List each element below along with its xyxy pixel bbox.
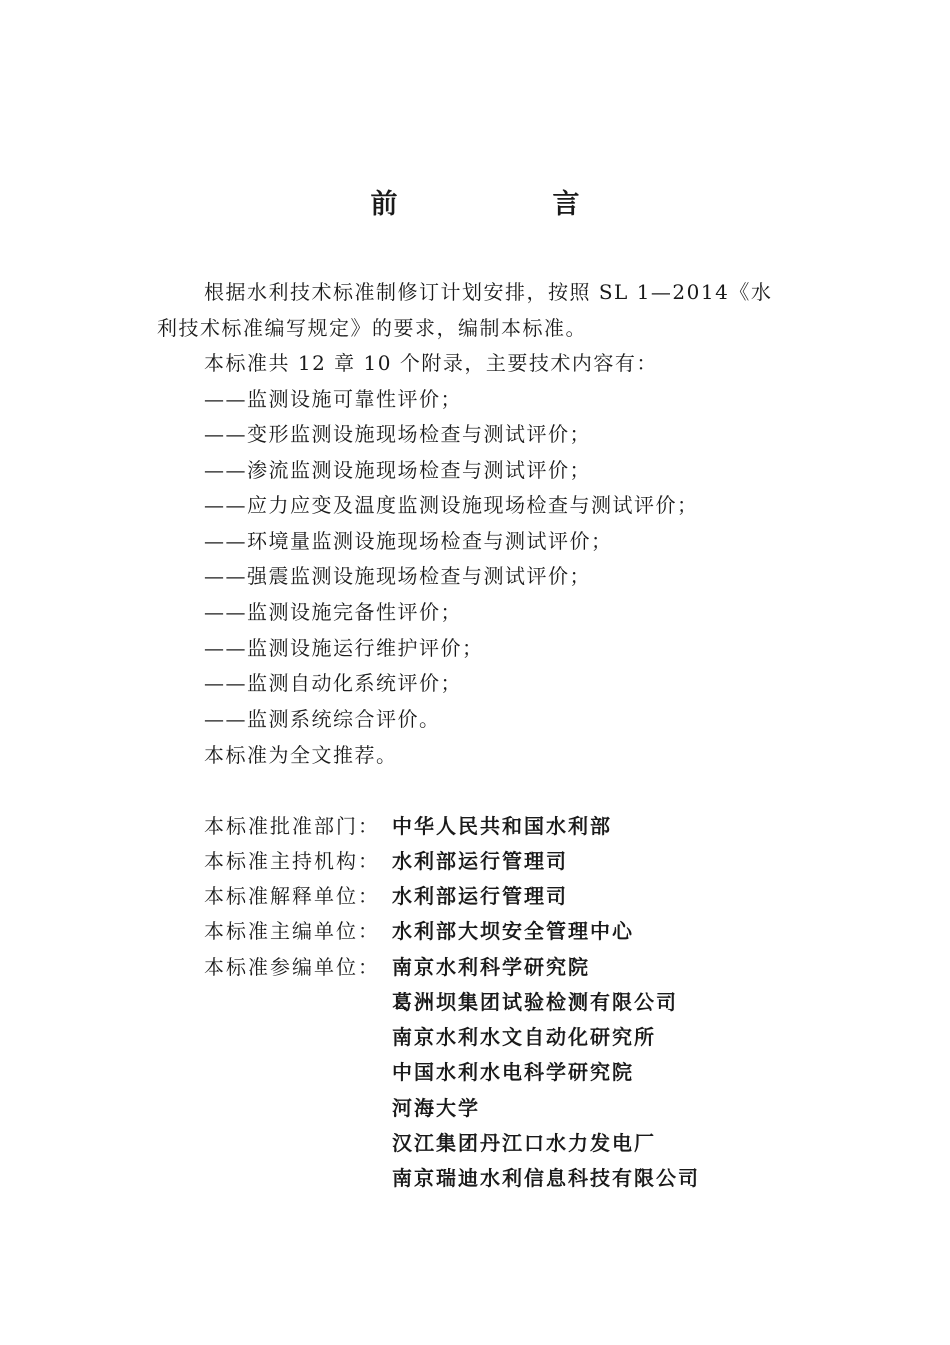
participant-item: 河海大学: [392, 1096, 480, 1120]
editor-label: 本标准主编单位：: [204, 919, 380, 943]
participant-item: 南京水利水文自动化研究所: [392, 1025, 656, 1049]
intro-summary: 本标准共 12 章 10 个附录，主要技术内容有：: [204, 351, 658, 375]
approval-value: 中华人民共和国水利部: [392, 814, 612, 838]
participant-item: 中国水利水电科学研究院: [392, 1060, 634, 1084]
participant-item: 葛洲坝集团试验检测有限公司: [392, 990, 678, 1014]
page-title: 前 言: [370, 189, 644, 220]
interpret-label: 本标准解释单位：: [204, 884, 380, 908]
host-value: 水利部运行管理司: [392, 849, 568, 873]
list-item: ——监测设施可靠性评价；: [204, 387, 462, 411]
intro-line-1: 根据水利技术标准制修订计划安排，按照 SL 1—2014《水: [204, 280, 773, 304]
approval-label: 本标准批准部门：: [204, 814, 380, 838]
list-item: ——环境量监测设施现场检查与测试评价；: [204, 529, 613, 553]
participant-item: 南京瑞迪水利信息科技有限公司: [392, 1166, 700, 1190]
list-item: ——渗流监测设施现场检查与测试评价；: [204, 458, 591, 482]
intro-line-2: 利技术标准编写规定》的要求，编制本标准。: [157, 316, 587, 340]
recommendation-text: 本标准为全文推荐。: [204, 743, 398, 767]
participant-item: 汉江集团丹江口水力发电厂: [392, 1131, 656, 1155]
participants-label: 本标准参编单位：: [204, 955, 380, 979]
list-item: ——监测设施完备性评价；: [204, 600, 462, 624]
list-item: ——应力应变及温度监测设施现场检查与测试评价；: [204, 493, 699, 517]
list-item: ——监测自动化系统评价；: [204, 671, 462, 695]
interpret-value: 水利部运行管理司: [392, 884, 568, 908]
list-item: ——监测设施运行维护评价；: [204, 636, 484, 660]
host-label: 本标准主持机构：: [204, 849, 380, 873]
list-item: ——强震监测设施现场检查与测试评价；: [204, 564, 591, 588]
editor-value: 水利部大坝安全管理中心: [392, 919, 634, 943]
list-item: ——监测系统综合评价。: [204, 707, 441, 731]
list-item: ——变形监测设施现场检查与测试评价；: [204, 422, 591, 446]
participant-item: 南京水利科学研究院: [392, 955, 590, 979]
